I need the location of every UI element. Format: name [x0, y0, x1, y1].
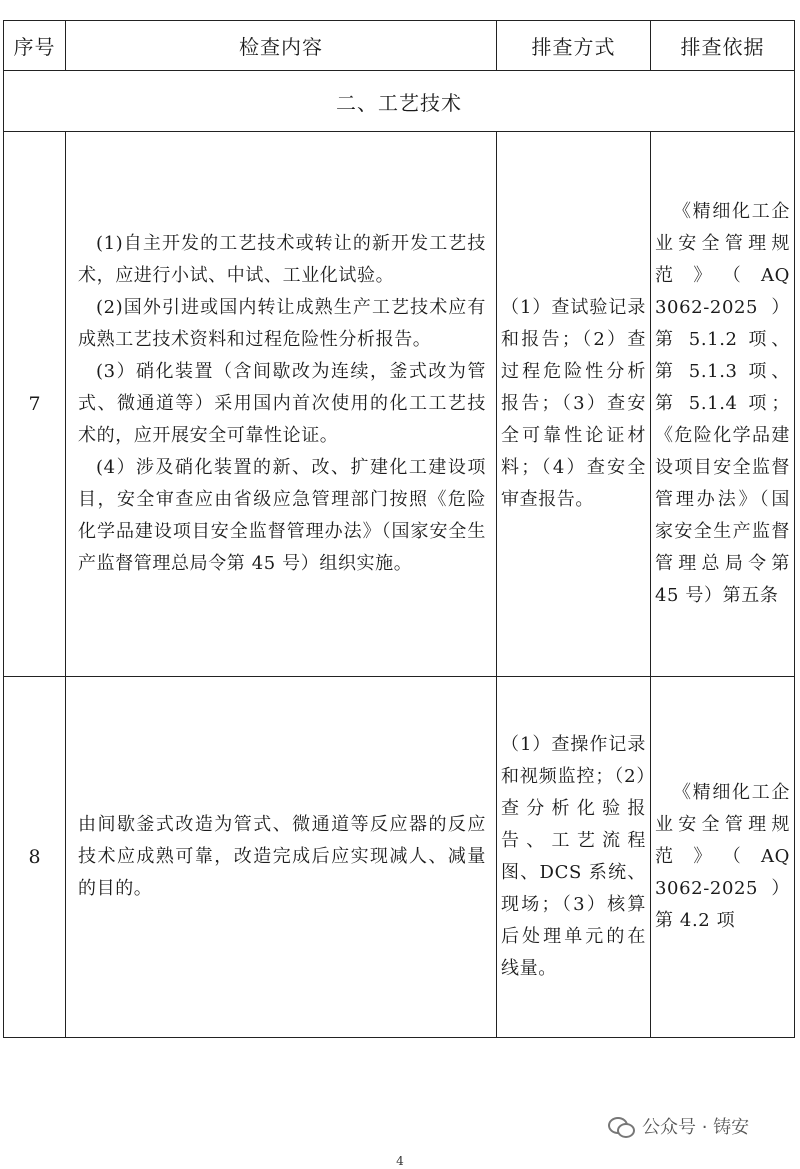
section-row — [4, 71, 795, 132]
header-method: 排查方式 — [497, 21, 651, 71]
row-method — [497, 132, 651, 677]
row-basis — [651, 132, 795, 677]
content-paragraph: (3）硝化装置（含间歇改为连续，釜式改为管式、微通道等）采用国内首次使用的化工工艺技术的，应开展安全可靠性论证。 — [78, 361, 486, 446]
header-content: 检查内容 — [66, 21, 497, 71]
content-paragraph: (2)国外引进或国内转让成熟生产工艺技术应有成熟工艺技术资料和过程危险性分析报告。 — [78, 297, 486, 350]
section-title: 二、工艺技术 — [4, 71, 795, 132]
table-row — [4, 132, 795, 677]
inspection-table — [3, 20, 795, 1038]
watermark — [608, 1111, 749, 1141]
content-paragraph: (4）涉及硝化装置的新、改、扩建化工建设项目，安全审查应由省级应急管理部门按照《危险化学品建设项目安全监督管理办法》（国家安全生产监督管理总局令第 45 号）组织实施。 — [78, 457, 486, 574]
table-header-row — [4, 21, 795, 71]
row-seq: 8 — [4, 677, 66, 1038]
header-seq: 序号 — [4, 21, 66, 71]
row-basis — [651, 677, 795, 1038]
page-number: 4 — [396, 1154, 404, 1168]
row-seq: 7 — [4, 132, 66, 677]
method-text: （1）查试验记录和报告；（2）查过程危险性分析报告；（3）查安全可靠性论证材料；（4）查安全审查报告。 — [501, 297, 646, 510]
table-row — [4, 677, 795, 1038]
header-basis: 排查依据 — [651, 21, 795, 71]
row-method — [497, 677, 651, 1038]
watermark-text: 公众号 · 铸安 — [642, 1117, 750, 1138]
content-paragraph: 由间歇釜式改造为管式、微通道等反应器的反应技术应成熟可靠，改造完成后应实现减人、减量的目的。 — [78, 814, 486, 899]
content-paragraph: (1)自主开发的工艺技术或转让的新开发工艺技术，应进行小试、中试、工业化试验。 — [78, 233, 486, 286]
basis-text: 《精细化工企业安全管理规范》（AQ 3062-2025）第 5.1.2 项、第 5.1.3 项、第 5.1.4 项；《危险化学品建设项目安全监督管理办法》（国家安全生产监督管理总局令第 45 号）第五条 — [655, 201, 790, 606]
method-text: （1）查操作记录和视频监控；（2）查分析化验报告、工艺流程图、DCS 系统、现场；（3）核算后处理单元的在线量。 — [501, 734, 646, 979]
row-content — [66, 132, 497, 677]
basis-text: 《精细化工企业安全管理规范》（AQ 3062-2025）第 4.2 项 — [655, 782, 790, 931]
row-content — [66, 677, 497, 1038]
wechat-icon — [608, 1115, 634, 1137]
